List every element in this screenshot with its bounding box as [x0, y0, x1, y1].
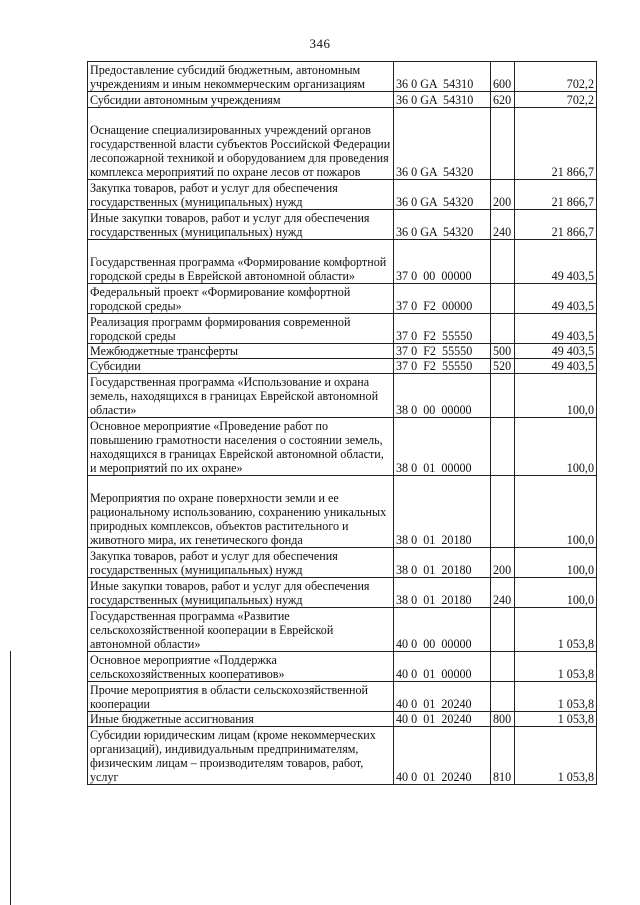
row-name-cell: Субсидии юридическим лицам (кроме некоммерческих организаций), индивидуальным предпринимателям, физическим лицам – производителям товаров, работ, услуг: [88, 727, 394, 785]
row-type-cell: [491, 682, 515, 712]
row-code-cell: 37 0 F2 00000: [394, 284, 491, 314]
row-type-cell: [491, 240, 515, 284]
row-code-cell: 38 0 01 20180: [394, 548, 491, 578]
row-type-cell: [491, 108, 515, 180]
row-amount-cell: 702,2: [515, 62, 597, 92]
table-row: [88, 92, 597, 108]
row-code-cell: 40 0 01 00000: [394, 652, 491, 682]
row-code-cell: 36 0 GA 54310: [394, 92, 491, 108]
row-code-cell: 40 0 01 20240: [394, 682, 491, 712]
table-row: [88, 314, 597, 344]
row-amount-cell: 49 403,5: [515, 314, 597, 344]
table-row: [88, 62, 597, 92]
table-row: [88, 180, 597, 210]
row-amount-cell: 100,0: [515, 578, 597, 608]
row-name-cell: Федеральный проект «Формирование комфортной городской среды»: [88, 284, 394, 314]
row-name-cell: Закупка товаров, работ и услуг для обеспечения государственных (муниципальных) нужд: [88, 548, 394, 578]
table-row: [88, 652, 597, 682]
row-type-cell: 520: [491, 359, 515, 374]
row-amount-cell: 100,0: [515, 418, 597, 476]
row-code-cell: 37 0 00 00000: [394, 240, 491, 284]
table-row: [88, 548, 597, 578]
budget-table-body: [88, 62, 597, 785]
table-row: [88, 418, 597, 476]
row-name-cell: Иные закупки товаров, работ и услуг для обеспечения государственных (муниципальных) нужд: [88, 578, 394, 608]
table-row: [88, 682, 597, 712]
table-row: [88, 240, 597, 284]
row-name-cell: Оснащение специализированных учреждений органов государственной власти субъектов Российской Федерации лесопожарной техникой и оборудованием для проведения комплекса мероприятий по охране лесов от пожаров: [88, 108, 394, 180]
row-name-cell: Мероприятия по охране поверхности земли и ее рациональному использованию, сохранению уникальных природных комплексов, объектов растительного и животного мира, их генетического фонда: [88, 476, 394, 548]
row-name-cell: Государственная программа «Использование и охрана земель, находящихся в границах Еврейской автономной области»: [88, 374, 394, 418]
row-name-cell: Прочие мероприятия в области сельскохозяйственной кооперации: [88, 682, 394, 712]
row-amount-cell: 49 403,5: [515, 240, 597, 284]
row-amount-cell: 49 403,5: [515, 359, 597, 374]
row-amount-cell: 702,2: [515, 92, 597, 108]
row-type-cell: [491, 418, 515, 476]
row-amount-cell: 21 866,7: [515, 108, 597, 180]
table-row: [88, 608, 597, 652]
row-code-cell: 38 0 01 20180: [394, 476, 491, 548]
row-name-cell: Основное мероприятие «Поддержка сельскохозяйственных кооперативов»: [88, 652, 394, 682]
row-type-cell: 600: [491, 62, 515, 92]
row-type-cell: 810: [491, 727, 515, 785]
row-amount-cell: 49 403,5: [515, 344, 597, 359]
row-name-cell: Субсидии: [88, 359, 394, 374]
table-row: [88, 284, 597, 314]
row-name-cell: Иные бюджетные ассигнования: [88, 712, 394, 727]
row-name-cell: Иные закупки товаров, работ и услуг для обеспечения государственных (муниципальных) нужд: [88, 210, 394, 240]
row-amount-cell: 1 053,8: [515, 712, 597, 727]
budget-table: [87, 61, 597, 785]
row-type-cell: 200: [491, 548, 515, 578]
row-code-cell: 40 0 01 20240: [394, 727, 491, 785]
row-name-cell: Основное мероприятие «Проведение работ по повышению грамотности населения о состоянии земель, находящихся в границах Еврейской автономной области, и мероприятий по их охране»: [88, 418, 394, 476]
table-row: [88, 108, 597, 180]
row-code-cell: 36 0 GA 54320: [394, 210, 491, 240]
table-row: [88, 578, 597, 608]
row-amount-cell: 1 053,8: [515, 652, 597, 682]
row-type-cell: 800: [491, 712, 515, 727]
row-name-cell: Предоставление субсидий бюджетным, автономным учреждениям и иным некоммерческим организациям: [88, 62, 394, 92]
row-code-cell: 38 0 00 00000: [394, 374, 491, 418]
row-code-cell: 40 0 01 20240: [394, 712, 491, 727]
row-type-cell: [491, 652, 515, 682]
row-type-cell: 240: [491, 210, 515, 240]
row-name-cell: Государственная программа «Формирование комфортной городской среды в Еврейской автономной области»: [88, 240, 394, 284]
row-name-cell: Реализация программ формирования современной городской среды: [88, 314, 394, 344]
row-name-cell: Закупка товаров, работ и услуг для обеспечения государственных (муниципальных) нужд: [88, 180, 394, 210]
row-type-cell: 500: [491, 344, 515, 359]
row-code-cell: 36 0 GA 54310: [394, 62, 491, 92]
row-amount-cell: 21 866,7: [515, 180, 597, 210]
row-amount-cell: 1 053,8: [515, 682, 597, 712]
row-code-cell: 37 0 F2 55550: [394, 314, 491, 344]
row-name-cell: Государственная программа «Развитие сельскохозяйственной кооперации в Еврейской автономной области»: [88, 608, 394, 652]
row-type-cell: [491, 284, 515, 314]
row-code-cell: 38 0 01 00000: [394, 418, 491, 476]
row-type-cell: 200: [491, 180, 515, 210]
row-type-cell: [491, 374, 515, 418]
row-code-cell: 36 0 GA 54320: [394, 180, 491, 210]
row-amount-cell: 1 053,8: [515, 727, 597, 785]
row-type-cell: 240: [491, 578, 515, 608]
row-amount-cell: 49 403,5: [515, 284, 597, 314]
table-row: [88, 374, 597, 418]
table-row: [88, 727, 597, 785]
row-name-cell: Субсидии автономным учреждениям: [88, 92, 394, 108]
row-code-cell: 36 0 GA 54320: [394, 108, 491, 180]
row-name-cell: Межбюджетные трансферты: [88, 344, 394, 359]
table-row: [88, 344, 597, 359]
margin-line: [10, 651, 11, 905]
row-amount-cell: 100,0: [515, 548, 597, 578]
row-amount-cell: 100,0: [515, 374, 597, 418]
table-row: [88, 210, 597, 240]
row-code-cell: 37 0 F2 55550: [394, 359, 491, 374]
row-amount-cell: 100,0: [515, 476, 597, 548]
row-type-cell: 620: [491, 92, 515, 108]
table-row: [88, 476, 597, 548]
table-row: [88, 359, 597, 374]
row-code-cell: 40 0 00 00000: [394, 608, 491, 652]
table-row: [88, 712, 597, 727]
row-code-cell: 37 0 F2 55550: [394, 344, 491, 359]
row-type-cell: [491, 608, 515, 652]
row-type-cell: [491, 314, 515, 344]
row-code-cell: 38 0 01 20180: [394, 578, 491, 608]
row-type-cell: [491, 476, 515, 548]
page-number: 346: [309, 36, 331, 51]
row-amount-cell: 21 866,7: [515, 210, 597, 240]
row-amount-cell: 1 053,8: [515, 608, 597, 652]
